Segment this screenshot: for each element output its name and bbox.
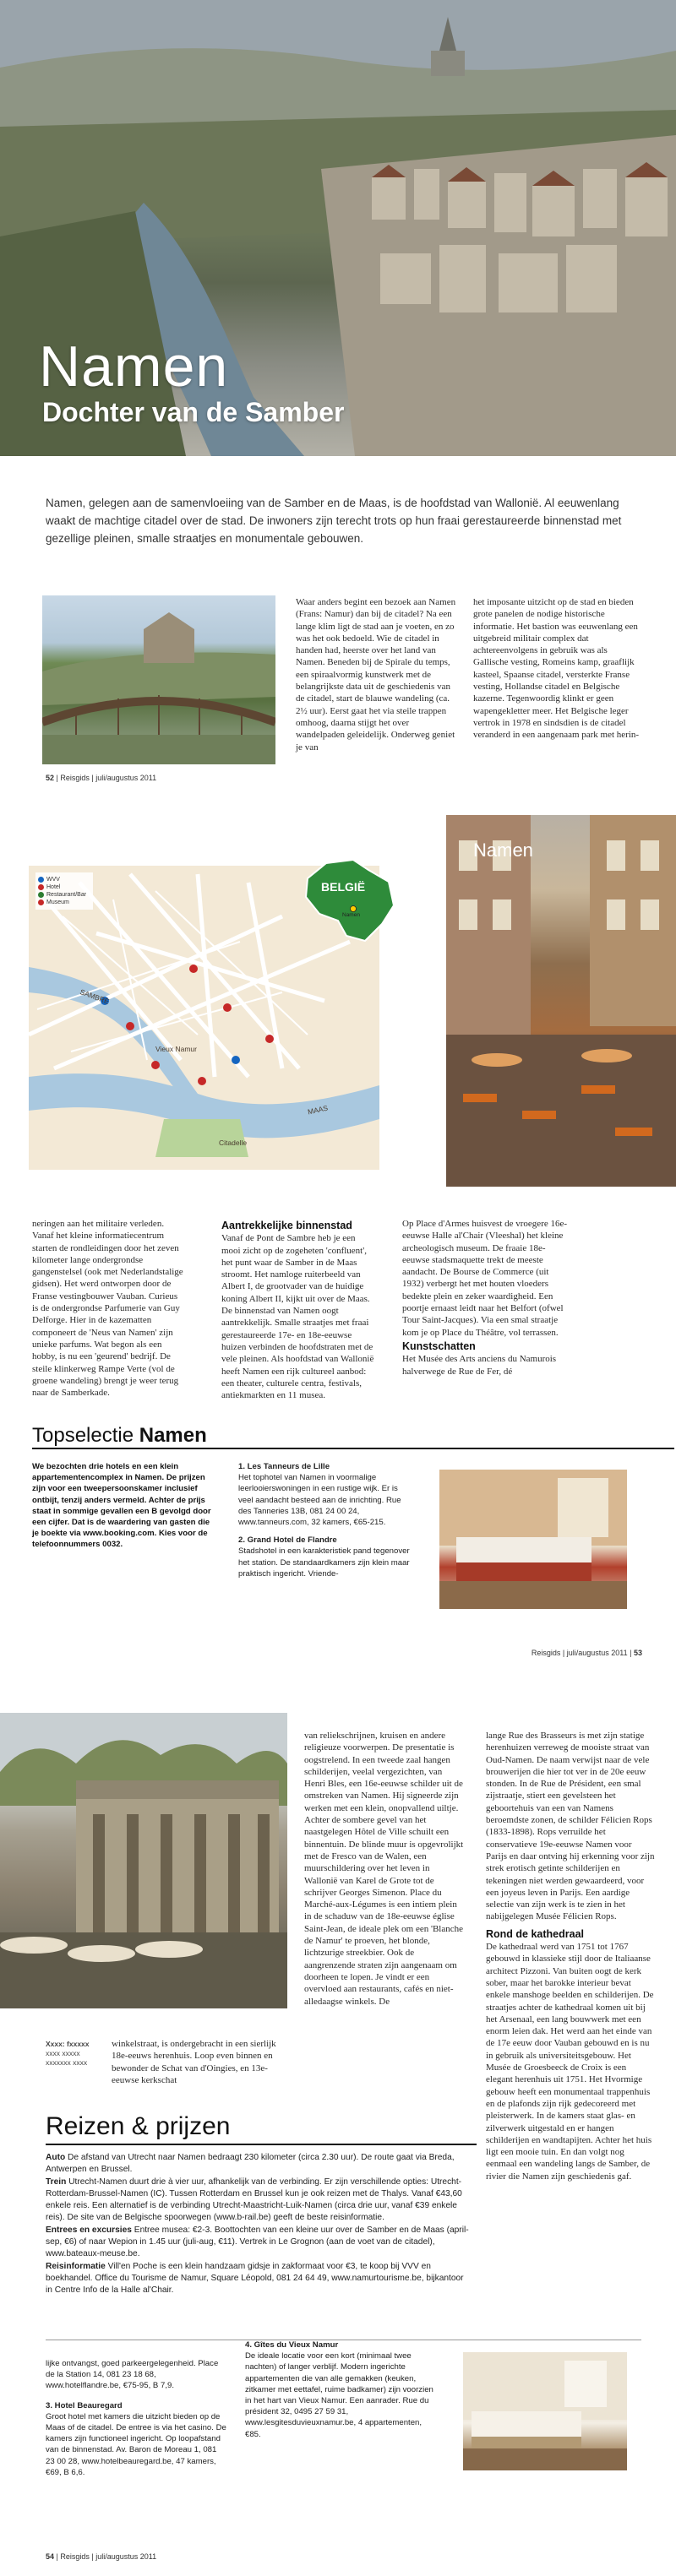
map-legend xyxy=(35,872,93,910)
page-53 xyxy=(0,785,676,1664)
photo-caption xyxy=(46,2040,105,2068)
magazine-name: Reisgids xyxy=(531,1649,561,1657)
travel-info-text xyxy=(46,2152,472,2297)
section-heading: Kunstschatten xyxy=(402,1340,476,1352)
travel-info-entree: Entrees en excursies Entree musea: €2-3. Boottochten van een kleine uur over de Samber en de Maas (april-sep, €6) of naar Wepion in 1.45 uur (juli-aug, €11). Vertrek in Le Grognon (aan de voet van de citadel), www.bateaux-meuse.be. xyxy=(46,2225,469,2259)
belgium-label: BELGIË xyxy=(321,880,366,894)
magazine-name: Reisgids xyxy=(60,2552,90,2561)
hotel-room-photo xyxy=(439,1470,627,1609)
hotel-description: De ideale locatie voor een kort (minimaal twee nachten) of langer verblijf. Modern ingerichte appartementen die van alle gemakken (keuken, zitkamer met eettafel, ruime badkamer) zijn voorzien in het hart van Vieux Namur. Een aanrader. Rue du président 32, 0495 27 59 31, www.lesgitesduvieuxnamur.be, 4 appartementen, €85. xyxy=(245,2351,433,2439)
travel-info-auto: Auto De afstand van Utrecht naar Namen bedraagt 230 kilometer (circa 2.30 uur). De route gaat via Breda, Antwerpen en Brussel. xyxy=(46,2153,455,2175)
apartment-photo xyxy=(463,2352,627,2470)
hotel-name: 3. Hotel Beauregard xyxy=(46,2400,123,2410)
hotel-list-column-1 xyxy=(46,2358,227,2478)
hotel-room-illustration xyxy=(439,1470,627,1609)
legend-item: Hotel xyxy=(38,884,90,890)
map-label-sambre: SAMBRE xyxy=(79,987,111,1006)
issue-date: juli/augustus 2011 xyxy=(95,774,157,782)
body-column-4 xyxy=(221,1218,375,1401)
body-column-6: van reliekschrijnen, kruisen en andere religieuze voorwerpen. De presentatie is oogstrelend. In een tweede zaal hangen schilderijen, veelal vergezichten, van Henri Bles, een 16e-eeuwse schilder uit de omstreken van Namen. Hij signeerde zijn werken met een klein, onopvallend uiltje. Achter de sombere gevel van het naastgelegen Hôtel de Ville schuilt een binnentuin. De blinde muur is opgevrolijkt met de Fresco van de Walen, een muurschildering over het leven in Wallonië van Karel de Grote tot de schrijver Georges Simenon. Place du Marché-aux-Légumes is een intiem plein in de schaduw van de 18e-eeuwse église Saint-Jean, de ideale plek om een 'Blanche de Namur' te proeven, het blonde, lichtzurige streekbier. Ook de aangrenzende straten zijn aangenaam om doorheen te lopen. Je vindt er een overvloed aan restaurants, cafés en niet-alledaagse winkels. De xyxy=(304,1731,464,2007)
apartment-illustration xyxy=(463,2352,627,2470)
hotel-description: lijke ontvangst, goed parkeergelegenheid. Place de la Station 14, 081 23 18 68, www.hotelflandre.be, €75-95, B 7,9. xyxy=(46,2359,219,2391)
article-title: Namen xyxy=(39,334,229,399)
section-text: Het Musée des Arts anciens du Namurois halverwege de Rue de Fer, dé xyxy=(402,1354,557,1377)
issue-date: juli/augustus 2011 xyxy=(566,1649,628,1657)
page-number: 54 xyxy=(46,2552,55,2561)
hotel-list-column-2 xyxy=(245,2340,435,2440)
article-lead: Namen, gelegen aan de samenvloeiing van de Samber en de Maas, is de hoofdstad van Wallonië. Al eeuwenlang waakt de machtige citadel over de stad. De inwoners zijn terecht trots op hun fraai gerestaureerde binnenstad met gezellige pleinen, smalle straatjes en monumentale gebouwen. xyxy=(46,497,622,545)
street-photo-label: Namen xyxy=(473,840,533,861)
page-footer: 52 | Reisgids | juli/augustus 2011 xyxy=(46,774,157,782)
travel-info-rule xyxy=(46,2144,477,2145)
hotel-description: Groot hotel met kamers die uitzicht bieden op de Maas of de citadel. De entree is via het casino. De kamers zijn functioneel ingericht. Op loopafstand van de binnenstad. Av. Baron de Moreau 1, 081 23 00 28, www.hotelbeauregard.be, 47 kamers, €69, B 6,6. xyxy=(46,2411,226,2477)
section-text: Op Place d'Armes huisvest de vroegere 16e-eeuwse Halle al'Chair (Vleeshal) het kleine archeologisch museum. De fraaie 18e-eeuwse stadsmaquette trekt de meeste aandacht. De Bourse de Commerce (uit 1932) verbergt het met houten vloeders bedekte plein en zeker waardigheid. Een poortje ernaast leidt naar het Belfort (ofwel Tour Saint-Jacques). Via een smal straatje kom je op Place du Théâtre, vol terrassen. xyxy=(402,1219,568,1338)
hotel-description: Stadshotel in een karakteristiek pand tegenover het station. De standaardkamers zijn klein maar praktisch ingericht. Vriende- xyxy=(238,1546,410,1579)
top-selection-list xyxy=(238,1461,412,1579)
section-heading: Rond de kathedraal xyxy=(486,1927,584,1940)
body-column-8: winkelstraat, is ondergebracht in een sierlijk 18e-eeuws herenhuis. Loop even binnen en bewonder de Schat van d'Oingies, en 13e-eeuwse kerkschat xyxy=(112,2039,276,2085)
hotel-name: 4. Gîtes du Vieux Namur xyxy=(245,2340,339,2350)
section-heading: Aantrekkelijke binnenstad xyxy=(221,1220,352,1231)
street-terrace-photo xyxy=(446,815,676,1187)
travel-info-trein: Trein Utrecht-Namen duurt drie à vier uur, afhankelijk van de verbinding. Er zijn verschillende opties: Utrecht-Rotterdam-Brussel-Namen (IC). Tussen Rotterdam en Brussel kun je ook reizen met de Thalys. Vanaf €43,60 enkele reis. Een alternatief is de verbinding Utrecht-Maastricht-Luik-Namen (circa drie uur, vanaf €39 enkele reis). De site van de Belgische spoorwegen (www.b-rail.be) geeft de beste reisinformatie. xyxy=(46,2177,462,2223)
citadel-bridge-photo xyxy=(42,595,275,764)
legend-item: Restaurant/Bar xyxy=(38,892,90,898)
legend-item: WVV xyxy=(38,877,90,883)
map-label-citadelle: Citadelle xyxy=(219,1139,248,1147)
travel-info-reisinformatie: Reisinformatie Vill'en Poche is een klein handzaam gidsje in zakformaat voor €3, te koop bij VVV en boekhandel. Office du Tourisme de Namur, Square Léopold, 081 24 64 49, www.namurtourisme.be, bijkantoor in Centre Info de la Halle al'Chair. xyxy=(46,2261,464,2296)
belgium-namen-label: Namen xyxy=(342,912,360,918)
body-column-1: Waar anders begint een bezoek aan Namen (Frans: Namur) dan bij de citadel? Na een lange klim ligt de stad aan je voeten, en zo was het ook bedoeld. Wie de citadel in handen had, heerste over het land van Namen. Beneden bij de Spirale du temps, een spiraalvormig kunstwerk met de belangrijkste data uit de geschiedenis van de citadel, start de blauwe wandeling (ca. 2½ uur). Eerst gaat het via steile trappen omhoog, daarna stijgt het over wandelpaden geleidelijk. Onderweg geniet je van xyxy=(296,597,456,753)
page-footer: 54 | Reisgids | juli/augustus 2011 xyxy=(46,2552,157,2561)
map-label-maas: MAAS xyxy=(307,1103,329,1117)
hotel-name: 2. Grand Hotel de Flandre xyxy=(238,1535,337,1546)
page-52 xyxy=(0,0,676,785)
theatre-building-photo xyxy=(0,1713,287,2008)
section-text: lange Rue des Brasseurs is met zijn statige herenhuizen verreweg de mooiste straat van Oud-Namen. De naam verwijst naar de vele brouwerijen die hier tot ver in de 20e eeuw stonden. In de Rue de Président, een smal zijstraatje, stiert een gevelsteen het geboortehuis van een van Namens beroemdste zonen, de schilder Félicien Rops (1833-1898). Rops verruilde het conservatieve 19e-eeuwse Namen voor Parijs en daar ontving hij erkenning voor zijn strek erotisch getinte schilderijen en tekeningen niet werden gewaardeerd, voor een joyeus leven in Parijs. Een aardige selectie van zijn werk is te zien in het nabijgelegen Musée Félicien Rops. xyxy=(486,1731,655,1922)
belgium-inset-map xyxy=(301,853,398,946)
page-number: 53 xyxy=(633,1649,642,1657)
page-number: 52 xyxy=(46,774,55,782)
hero-photo-namur xyxy=(0,0,676,456)
hotel-name: 1. Les Tanneurs de Lille xyxy=(238,1462,330,1471)
street-illustration xyxy=(446,815,676,1187)
body-column-7 xyxy=(486,1730,655,2182)
body-column-5 xyxy=(402,1218,571,1378)
map-label-vieux-namur: Vieux Namur xyxy=(155,1045,197,1053)
magazine-name: Reisgids xyxy=(60,774,90,782)
bridge-illustration xyxy=(42,595,275,764)
legend-item: Museum xyxy=(38,899,90,905)
page-54 xyxy=(0,1664,676,2576)
hotel-description: Het tophotel van Namen in voormalige leerlooierswoningen in een rustige wijk. Er is veel aandacht besteed aan de inrichting. Rue des Tanneries 13B, 081 24 00 24, www.tanneurs.com, 32 kamers, €65-215. xyxy=(238,1473,401,1528)
top-selection-intro: We bezochten drie hotels en een klein appartementencomplex in Namen. De prijzen zijn voor een tweepersoonskamer inclusief ontbijt, tenzij anders vermeld. Achter de prijs staat in sommige gevallen een B gevolgd door een cijfer. Dat is de waardering van gasten die je boekte via www.booking.com. Kies voor de telefoonnummers 0032. xyxy=(32,1462,211,1550)
top-selection-rule xyxy=(32,1448,674,1449)
body-column-3: neringen aan het militaire verleden. Vanaf het kleine informatiecentrum starten de rondleidingen door het zeven kilometer lange ondergrondse gangenstelsel (ook met Nederlandstalige gidsen). Het werd ontworpen door de Franse vestingbouwer Vauban. Curieus is de ondergrondse Parfumerie van Guy Delforge. Hier in de kazematten componeert de 'Neus van Namen' zijn unieke parfums. Wat begon als een hobby, is nu een 'geurend' bedrijf. De steile klinkerweg Rampe Verte (vol de groene wandeling) brengt je weer terug naar de Samberkade. xyxy=(32,1219,183,1399)
caption-text: xxxx xxxxx xxxxxxx xxxx xyxy=(46,2049,88,2067)
page-footer: Reisgids | juli/augustus 2011 | 53 xyxy=(531,1649,642,1657)
top-selection-title: Topselectie Namen xyxy=(32,1424,207,1447)
article-subtitle: Dochter van de Samber xyxy=(42,397,345,427)
section-text: Vanaf de Pont de Sambre heb je een mooi zicht op de zogeheten 'confluent', het punt waar de Samber in de Maas stroomt. Het namloge ruiterbeeld van Albert I, de grootvader van de huidige koning Albert II, kijkt uit over de Maas. De binnenstad van Namen oogt aantrekkelijk. Smalle straatjes met fraai gerestaureerde 17e- en 18e-eeuwse huizen verbinden de hoofdstraten met de vele pleinen. Als hoofdstad van Wallonië heeft Namen een rijk cultureel aanbod: een theater, culturele centra, festivals, antiekmarkten en 11 musea. xyxy=(221,1233,374,1401)
body-column-2: het imposante uitzicht op de stad en bieden grote panelen de nodige historische informatie. Het bastion was eeuwenlang een uitgebreid militair complex dat achtereenvolgens in gebruik was als Gallische vesting, Romeins kamp, graaflijk kasteel, Spaanse citadel, versterkte Franse vesting, Hollandse citadel en Belgische kazerne. Tegenwoordig klinkt er geen wapengekletter meer. Het Belgische leger vertrok in 1978 en sindsdien is de citadel veranderd in een aangenaam park met herin- xyxy=(473,597,640,741)
section-text: De kathedraal werd van 1751 tot 1767 gebouwd in klassieke stijl door de Italiaanse architect Pizzoni. Van buiten oogt de kerk sober, maar het barokke interieur bevat enkele manshoge beelden en schilderijen. De straatjes achter de kathedraal komen uit bij het Arsenaal, een lang bouwwerk met een enorm leien dak. Het werd aan het einde van de 17e eeuw door Vauban gebouwd en is nu in gebruik als universiteitsgebouw. Het Musée de Groesbeeck de Croix is een elegant herenhuis uit 1751. Het Hvormige gebouw heeft een monumentaal trappenhuis en de plafonds zijn rijk gedecoreerd met pleisterwerk. In de kamers staat glas- en zilverwerk uitgestald en er hangen schilderijen en wandtapijten. Achter het huis ligt een mooie tuin. En dan volgt nog eenmaal een wandeling langs de Samber, de rivier die Namen zijn geschiedenis gaf. xyxy=(486,1942,654,2182)
caption-head: Xxxx: fxxxxx xyxy=(46,2040,90,2048)
issue-date: juli/augustus 2011 xyxy=(95,2552,157,2561)
travel-info-title: Reizen & prijzen xyxy=(46,2112,231,2140)
theatre-illustration xyxy=(0,1713,287,2008)
